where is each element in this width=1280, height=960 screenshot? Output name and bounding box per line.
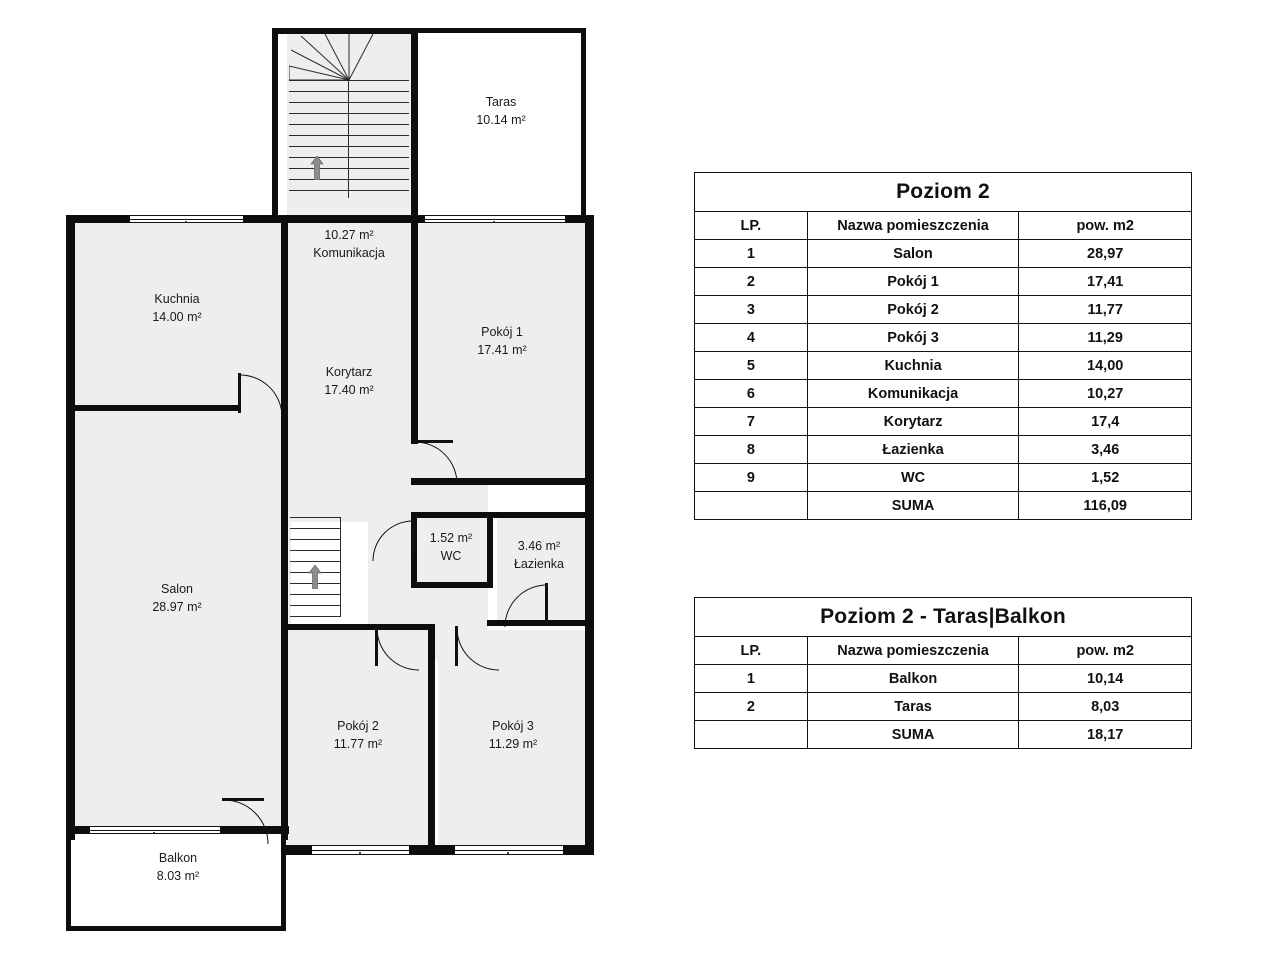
label-salon <box>116 580 238 616</box>
cell-lp: 8 <box>695 436 808 464</box>
label-lazienka-area: 3.46 m² <box>517 539 561 553</box>
wall-terrace-right <box>581 28 586 216</box>
table-row <box>695 464 1192 492</box>
wall-hall-pokoj1 <box>411 222 418 444</box>
door-swing-icon <box>238 373 284 419</box>
table-row <box>695 665 1192 693</box>
stairs-up-arrow-upper <box>310 156 324 178</box>
cell-name: Łazienka <box>807 436 1019 464</box>
cell-area: 17,41 <box>1019 268 1192 296</box>
table-row <box>695 268 1192 296</box>
door-pokoj-2 <box>375 626 419 670</box>
table-row <box>695 693 1192 721</box>
wall-main-right <box>585 215 594 855</box>
label-komunikacja-name: Komunikacja <box>313 246 385 261</box>
wall-kitchen-hall <box>281 222 288 840</box>
label-korytarz-name: Korytarz <box>325 365 373 379</box>
table-title-row <box>695 598 1192 637</box>
label-komunikacja <box>288 226 410 262</box>
stairs-lower-right-edge <box>340 517 341 617</box>
header-lp: LP. <box>695 212 808 240</box>
cell-area: 10,14 <box>1019 665 1192 693</box>
wall-hall-left <box>272 28 278 216</box>
table-row <box>695 352 1192 380</box>
table-header-row <box>695 637 1192 665</box>
cell-name: Kuchnia <box>807 352 1019 380</box>
label-salon-area: 28.97 m² <box>152 600 202 615</box>
label-balkon <box>117 849 239 885</box>
label-wc-area: 1.52 m² <box>429 531 473 545</box>
cell-lp: 5 <box>695 352 808 380</box>
table-row <box>695 408 1192 436</box>
label-pokoj-3-area: 11.29 m² <box>488 737 538 752</box>
cell-area: 14,00 <box>1019 352 1192 380</box>
wall-main-top-hall <box>281 215 418 223</box>
cell-empty <box>695 721 808 749</box>
cell-lp: 2 <box>695 693 808 721</box>
cell-name: Pokój 2 <box>807 296 1019 324</box>
cell-area: 28,97 <box>1019 240 1192 268</box>
rooms-table-title: Poziom 2 <box>695 173 1192 212</box>
total-label: SUMA <box>807 721 1019 749</box>
door-swing-icon-4 <box>503 583 549 629</box>
table-row <box>695 436 1192 464</box>
door-swing-icon-6 <box>455 626 501 672</box>
cell-area: 11,77 <box>1019 296 1192 324</box>
window-balcony-door <box>90 826 220 834</box>
cell-name: Korytarz <box>807 408 1019 436</box>
label-pokoj-3-name: Pokój 3 <box>492 719 534 733</box>
table-row <box>695 324 1192 352</box>
cell-lp: 9 <box>695 464 808 492</box>
table-row <box>695 296 1192 324</box>
cell-area: 3,46 <box>1019 436 1192 464</box>
cell-lp: 6 <box>695 380 808 408</box>
window-pokoj3 <box>455 845 563 855</box>
cell-area: 8,03 <box>1019 693 1192 721</box>
header-name: Nazwa pomieszczenia <box>807 212 1019 240</box>
cell-lp: 3 <box>695 296 808 324</box>
label-salon-name: Salon <box>161 582 193 596</box>
wall-balcony-bottom <box>66 926 286 931</box>
wall-kitchen-bottom <box>75 405 240 411</box>
wall-balcony-right <box>281 826 286 930</box>
label-pokoj-1-name: Pokój 1 <box>481 325 523 339</box>
wall-balcony-left <box>66 826 71 930</box>
wall-wc-bottom <box>411 582 493 588</box>
label-pokoj-3 <box>452 717 574 753</box>
label-balkon-name: Balkon <box>158 851 198 865</box>
arrow-up-icon-2 <box>308 565 322 589</box>
cell-lp: 1 <box>695 240 808 268</box>
window-pokoj2 <box>312 845 409 855</box>
rooms-table-wrapper <box>694 172 1192 520</box>
label-kuchnia-name: Kuchnia <box>154 292 200 306</box>
table-row <box>695 380 1192 408</box>
outdoor-table-wrapper <box>694 597 1192 749</box>
cell-name: Komunikacja <box>807 380 1019 408</box>
window-kitchen <box>130 215 243 223</box>
outdoor-table-title: Poziom 2 - Taras|Balkon <box>695 598 1192 637</box>
table-header-row <box>695 212 1192 240</box>
cell-area: 17,4 <box>1019 408 1192 436</box>
table-title-row <box>695 173 1192 212</box>
label-taras <box>442 93 560 129</box>
cell-lp: 2 <box>695 268 808 296</box>
stairs-upper <box>289 80 409 198</box>
label-taras-name: Taras <box>485 95 517 109</box>
label-taras-area: 10.14 m² <box>476 113 526 128</box>
door-pokoj-1 <box>413 440 457 484</box>
header-lp: LP. <box>695 637 808 665</box>
header-area: pow. m2 <box>1019 212 1192 240</box>
label-wc-name: WC <box>440 549 462 564</box>
outdoor-table <box>694 597 1192 749</box>
rooms-table <box>694 172 1192 520</box>
label-komunikacja-area: 10.27 m² <box>324 228 374 242</box>
door-swing-icon-2 <box>413 440 459 486</box>
cell-lp: 4 <box>695 324 808 352</box>
label-lazienka-name: Łazienka <box>513 557 565 572</box>
label-pokoj-2 <box>297 717 419 753</box>
cell-area: 1,52 <box>1019 464 1192 492</box>
cell-name: Pokój 1 <box>807 268 1019 296</box>
label-lazienka <box>486 537 592 573</box>
arrow-up-icon <box>310 156 324 180</box>
cell-name: Salon <box>807 240 1019 268</box>
label-pokoj-2-area: 11.77 m² <box>333 737 383 752</box>
wall-main-left <box>66 215 75 840</box>
door-swing-icon-7 <box>222 798 270 846</box>
table-row <box>695 240 1192 268</box>
header-area: pow. m2 <box>1019 637 1192 665</box>
wall-wc-top <box>411 512 589 518</box>
stairs-winder <box>289 34 409 80</box>
wall-top-terrace <box>417 28 586 33</box>
stairs-up-arrow-lower <box>308 565 322 587</box>
total-label: SUMA <box>807 492 1019 520</box>
header-name: Nazwa pomieszczenia <box>807 637 1019 665</box>
door-kuchnia <box>238 373 282 417</box>
total-value: 116,09 <box>1019 492 1192 520</box>
door-swing-icon-5 <box>375 626 421 672</box>
cell-empty <box>695 492 808 520</box>
cell-area: 11,29 <box>1019 324 1192 352</box>
label-pokoj-2-name: Pokój 2 <box>337 719 379 733</box>
door-pokoj-3 <box>455 626 499 670</box>
door-balkon <box>222 798 268 844</box>
cell-lp: 7 <box>695 408 808 436</box>
cell-name: WC <box>807 464 1019 492</box>
label-korytarz <box>288 363 410 399</box>
label-pokoj-1-area: 17.41 m² <box>477 343 527 358</box>
cell-name: Pokój 3 <box>807 324 1019 352</box>
cell-lp: 1 <box>695 665 808 693</box>
total-value: 18,17 <box>1019 721 1192 749</box>
label-pokoj-1 <box>441 323 563 359</box>
cell-name: Balkon <box>807 665 1019 693</box>
wall-hall-right <box>411 28 418 216</box>
wall-pokoj2-pokoj3 <box>428 624 435 849</box>
window-terrace-door <box>425 215 565 223</box>
label-korytarz-area: 17.40 m² <box>324 383 374 398</box>
room-fill-salon <box>75 410 281 830</box>
stairs-winder-svg <box>289 34 409 80</box>
label-kuchnia-area: 14.00 m² <box>152 310 202 325</box>
cell-name: Taras <box>807 693 1019 721</box>
cell-area: 10,27 <box>1019 380 1192 408</box>
label-kuchnia <box>116 290 238 326</box>
table-total-row <box>695 721 1192 749</box>
label-balkon-area: 8.03 m² <box>156 869 200 884</box>
table-total-row <box>695 492 1192 520</box>
door-lazienka <box>503 583 547 627</box>
